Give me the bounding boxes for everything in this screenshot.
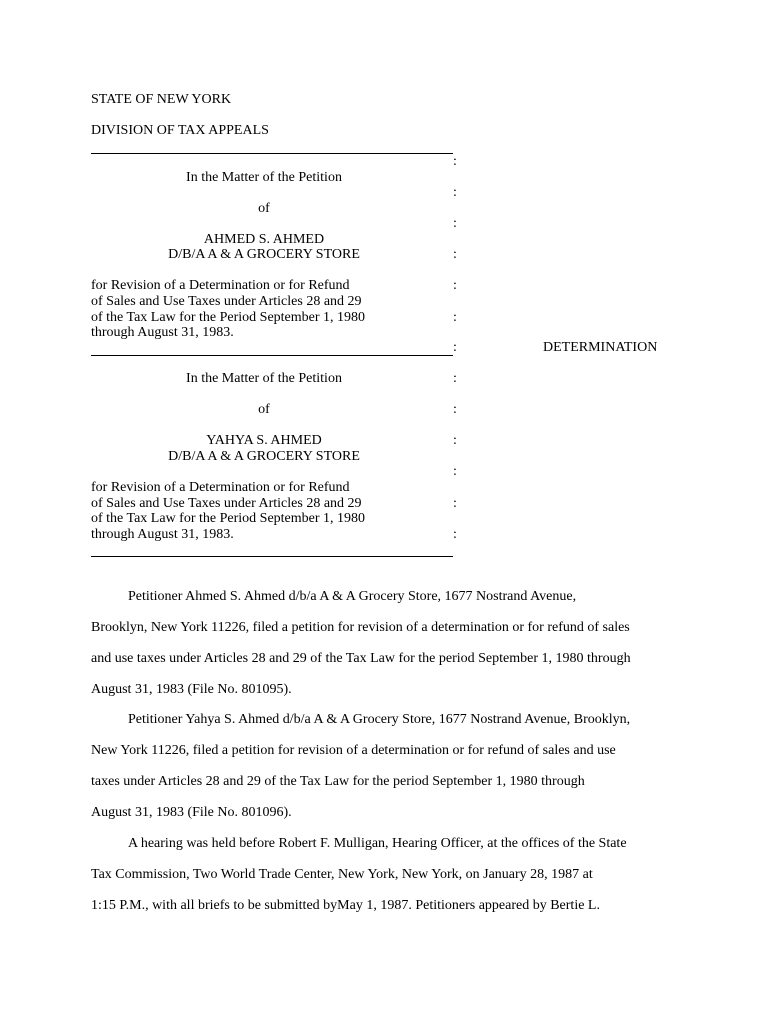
body-line: Petitioner Yahya S. Ahmed d/b/a A & A Grocery Store, 1677 Nostrand Avenue, Brooklyn, bbox=[128, 712, 631, 727]
matter2-petitioner-name: YAHYA S. AHMED bbox=[206, 433, 322, 448]
body-line: August 31, 1983 (File No. 801095). bbox=[91, 682, 292, 697]
body-line: Petitioner Ahmed S. Ahmed d/b/a A & A Grocery Store, 1677 Nostrand Avenue, bbox=[128, 589, 577, 604]
body-line: August 31, 1983 (File No. 801096). bbox=[91, 805, 292, 820]
matter1-petitioner-name: AHMED S. AHMED bbox=[203, 232, 325, 247]
caption-colon: : bbox=[453, 527, 457, 542]
caption-bottom-rule bbox=[91, 556, 453, 557]
caption-colon: : bbox=[453, 310, 457, 325]
matter1-desc-line: for Revision of a Determination or for Refund bbox=[91, 278, 350, 293]
caption-colon: : bbox=[453, 278, 457, 293]
body-line: Brooklyn, New York 11226, filed a petition for revision of a determination or for refund of sales bbox=[91, 620, 630, 635]
caption-colon: : bbox=[453, 433, 457, 448]
matter1-in-matter: In the Matter of the Petition bbox=[186, 170, 342, 185]
document-title: DETERMINATION bbox=[543, 340, 658, 355]
matter1-desc-line: of the Tax Law for the Period September 1, 1980 bbox=[91, 310, 366, 325]
body-line: A hearing was held before Robert F. Mulligan, Hearing Officer, at the offices of the State bbox=[128, 836, 627, 851]
body-line: 1:15 P.M., with all briefs to be submitted byMay 1, 1987. Petitioners appeared by Bertie L. bbox=[91, 898, 600, 913]
matter2-of: of bbox=[258, 402, 270, 417]
caption-colon: : bbox=[453, 154, 457, 169]
matter1-dba: D/B/A A & A GROCERY STORE bbox=[168, 247, 360, 262]
body-line: Tax Commission, Two World Trade Center, New York, New York, on January 28, 1987 at bbox=[91, 867, 593, 882]
caption-colon: : bbox=[453, 216, 457, 231]
matter1-desc-line: through August 31, 1983. bbox=[91, 325, 234, 340]
caption-colon: : bbox=[453, 247, 457, 262]
body-line: New York 11226, filed a petition for revision of a determination or for refund of sales and use bbox=[91, 743, 616, 758]
caption-colon: : bbox=[453, 185, 457, 200]
division-heading: DIVISION OF TAX APPEALS bbox=[91, 123, 269, 138]
body-line: taxes under Articles 28 and 29 of the Tax Law for the period September 1, 1980 through bbox=[91, 774, 585, 789]
caption-colon: : bbox=[453, 371, 457, 386]
body-line: and use taxes under Articles 28 and 29 of the Tax Law for the period September 1, 1980 through bbox=[91, 651, 631, 666]
matter2-desc-line: of Sales and Use Taxes under Articles 28 and 29 bbox=[91, 496, 362, 511]
caption-colon: : bbox=[453, 496, 457, 511]
matter2-dba: D/B/A A & A GROCERY STORE bbox=[168, 449, 360, 464]
caption-middle-rule bbox=[91, 355, 453, 356]
caption-colon: : bbox=[453, 464, 457, 479]
matter1-of: of bbox=[258, 201, 270, 216]
matter2-desc-line: through August 31, 1983. bbox=[91, 527, 234, 542]
matter2-desc-line: for Revision of a Determination or for Refund bbox=[91, 480, 350, 495]
matter2-in-matter: In the Matter of the Petition bbox=[186, 371, 342, 386]
matter1-desc-line: of Sales and Use Taxes under Articles 28 and 29 bbox=[91, 294, 362, 309]
state-heading: STATE OF NEW YORK bbox=[91, 92, 232, 107]
caption-colon: : bbox=[453, 402, 457, 417]
caption-top-rule bbox=[91, 153, 453, 154]
matter2-desc-line: of the Tax Law for the Period September 1, 1980 bbox=[91, 511, 366, 526]
caption-colon: : bbox=[453, 340, 457, 355]
